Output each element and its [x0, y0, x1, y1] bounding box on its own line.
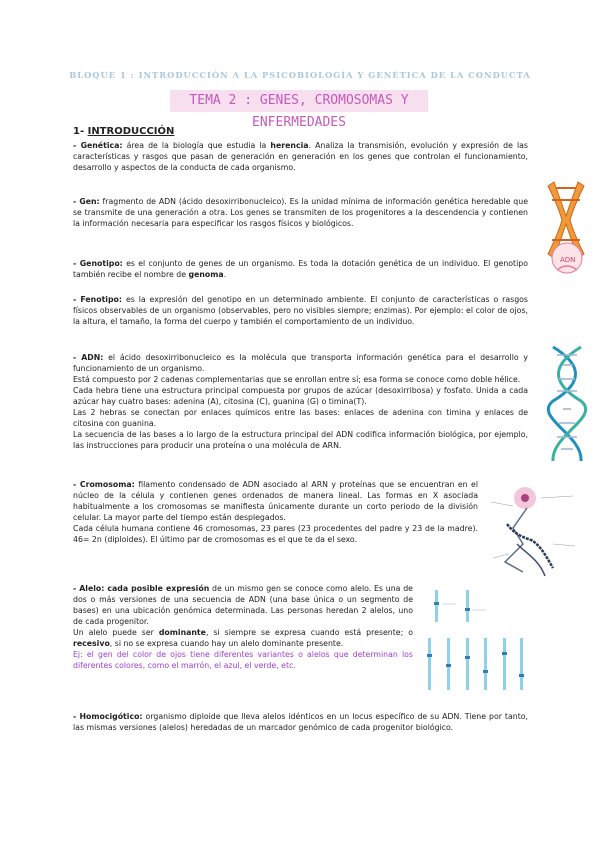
- chromosome-diagram-image: [483, 484, 583, 584]
- section-title: 1- INTRODUCCIÓN: [73, 126, 175, 137]
- fenotipo-paragraph: - Fenotipo: es la expresión del genotipo en un determinado ambiente. El conjunto de características o rasgos físicos observables de un organismo (observables, pero no visibles siempre; enzimas). Por ejemplo: el color de ojos, la altura, el tamaño, la forma del cuerpo y también el comportamiento de un individuo.: [73, 295, 528, 326]
- homocigotico-paragraph: - Homocigótico: organismo diploide que lleva alelos idénticos en un locus específico de su ADN. Tiene por tanto, las mismas versiones (alelos) heredadas de un marcador genómico de cada progenitor biológico.: [73, 712, 528, 732]
- chromosome-sticker-image: [540, 178, 592, 278]
- dna-helix-image: [543, 345, 591, 463]
- genetica-paragraph: - Genética: área de la biología que estudia la herencia. Analiza la transmisión, evolución y expresión de las características y rasgos que pasan de generación en generación en los genes que controlan el funcionamiento, desarrollo y aspectos de la conducta de cada organismo.: [73, 141, 528, 172]
- cromosoma-paragraph: - Cromosoma: filamento condensado de ADN asociado al ARN y proteínas que se encuentran en el núcleo de la célula y contienen genes ordenados de manera lineal. Las formas en X asociada habitualmente a los cromosomas se manifiesta únicamente durante un corto periodo de la división celular. La mayor parte del tiempo están desplegados. Cada célula humana contiene 46 cromosomas, 23 pares (23 procedentes del padre y 23 de la madre). 46= 2n (diploides). El último par de cromosomas es el que te da el sexo.: [73, 480, 478, 544]
- svg-text:ADN: ADN: [560, 256, 576, 264]
- adn-paragraph: - ADN: el ácido desoxirribonucleico es la molécula que transporta información genética para el desarrollo y funcionamiento de un organismo. Está compuesto por 2 cadenas complementarias que se enrollan entre sí; esa forma se conoce como doble hélice. Cada hebra tiene una estructura principal compuesta por grupos de azúcar (desoxirribosa) y fosfato. Unida a cada azúcar hay cuatro bases: adenina (A), citosina (C), guanina (G) o timina(T). Las 2 hebras se conectan por enlaces químicos entre las bases: enlaces de adenina con timina y enlaces de citosina con guanina. La secuencia de las bases a lo largo de la estructura principal del ADN codifica información biológica, por ejemplo, las instrucciones para producir una proteína o una molécula de ARN.: [73, 353, 528, 450]
- topic-title: TEMA 2 : GENES, CROMOSOMAS Y ENFERMEDADES: [170, 90, 428, 112]
- gen-paragraph: - Gen: fragmento de ADN (ácido desoxirribonucleico). Es la unidad mínima de información genética heredable que se transmite de una generación a otra. Los genes se transmiten de los progenitores a la descendencia y contienen la información necesaria para especificar los rasgos físicos y biológicos.: [73, 197, 528, 228]
- allele-diagram-image: [420, 582, 530, 702]
- block-header: BLOQUE 1 : INTRODUCCIÓN A LA PSICOBIOLOGÍA Y GENÉTICA DE LA CONDUCTA: [69, 70, 531, 80]
- genotipo-paragraph: - Genotipo: es el conjunto de genes de un organismo. Es toda la dotación genética de un individuo. El genotipo también recibe el nombre de genoma.: [73, 259, 528, 279]
- alelo-paragraph: - Alelo: cada posible expresión de un mismo gen se conoce como alelo. Es una de dos o más versiones de una secuencia de ADN (una base única o un segmento de bases) en una ubicación genómica determinada. Las personas heredan 2 alelos, uno de cada progenitor. Un alelo puede ser dominante, si siempre se expresa cuando está presente; o recesivo, si no se expresa cuando hay un alelo dominante presente. Ej: el gen del color de ojos tiene diferentes variantes o alelos que determinan los diferentes colores, como el marrón, el azul, el verde, etc.: [73, 584, 413, 670]
